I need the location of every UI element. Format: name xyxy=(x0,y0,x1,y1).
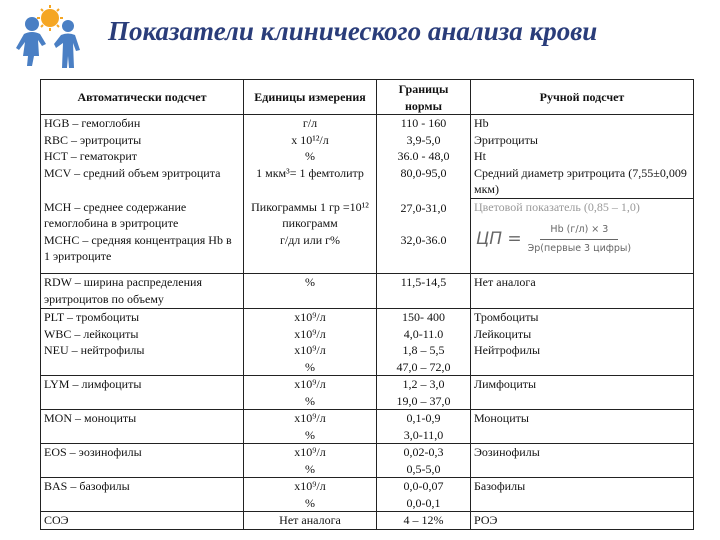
color-index-cell xyxy=(471,199,694,274)
table-row: RDW – ширина распределения эритроцитов по объему % 11,5-14,5 Нет аналога xyxy=(41,274,694,309)
table-row xyxy=(41,115,694,199)
header-row xyxy=(41,80,694,115)
header-auto: Автоматически подсчет xyxy=(41,80,244,115)
norm-cell: 27,0-31,0 32,0-36.0 xyxy=(377,199,471,274)
table-row: BAS – базофилы х10⁹/л % 0,0-0,07 0,0-0,1 Базофилы xyxy=(41,478,694,512)
header-units: Единицы измерения xyxy=(244,80,377,115)
table-row: СОЭ Нет аналога 4 – 12% РОЭ xyxy=(41,512,694,530)
color-index-title: Цветовой показатель (0,85 – 1,0) xyxy=(474,200,640,214)
units-cell: Пикограммы 1 гр =10¹² пикограмм г/дл или г% xyxy=(244,199,377,274)
header-norm: Границы нормы xyxy=(377,80,471,115)
norm-cell: 110 - 160 3,9-5,0 36.0 - 48,0 80,0-95,0 xyxy=(377,115,471,199)
header-manual: Ручной подсчет xyxy=(471,80,694,115)
param-names: MCH – среднее содержание гемоглобина в эритроците MCHC – средняя концентрация Hb в 1 эритроците xyxy=(41,199,244,274)
page-title: Показатели клинического анализа крови xyxy=(108,16,598,46)
table-row: EOS – эозинофилы х10⁹/л % 0,02-0,3 0,5-5,0 Эозинофилы xyxy=(41,444,694,478)
children-logo-icon xyxy=(10,4,90,74)
table-row: LYM – лимфоциты х10⁹/л % 1,2 – 3,0 19,0 – 37,0 Лимфоциты xyxy=(41,376,694,410)
formula-denominator: Эр(первые 3 цифры) xyxy=(527,243,632,254)
blood-test-table xyxy=(40,79,694,530)
formula-numerator: Hb (г/л) × 3 xyxy=(540,222,618,241)
table-row xyxy=(41,309,694,376)
units-cell: х10⁹/л х10⁹/л х10⁹/л % xyxy=(244,309,377,376)
units-cell: г/л х 10¹²/л % 1 мкм³= 1 фемтолитр xyxy=(244,115,377,199)
formula-lhs: ЦП = xyxy=(476,229,522,250)
manual-cell: Hb Эритроциты Ht Средний диаметр эритроцита (7,55±0,009 мкм) xyxy=(471,115,694,199)
norm-cell: 150- 400 4,0-11.0 1,8 – 5,5 47,0 – 72,0 xyxy=(377,309,471,376)
color-index-formula xyxy=(476,222,690,258)
table-row xyxy=(41,199,694,274)
param-names: PLT – тромбоциты WBC – лейкоциты NEU – нейтрофилы xyxy=(41,309,244,376)
table-row: MON – моноциты х10⁹/л % 0,1-0,9 3,0-11,0 Моноциты xyxy=(41,410,694,444)
param-names: HGB – гемоглобин RBC – эритроциты HCT – гематокрит MCV – средний объем эритроцита xyxy=(41,115,244,199)
manual-cell: Тромбоциты Лейкоциты Нейтрофилы xyxy=(471,309,694,376)
